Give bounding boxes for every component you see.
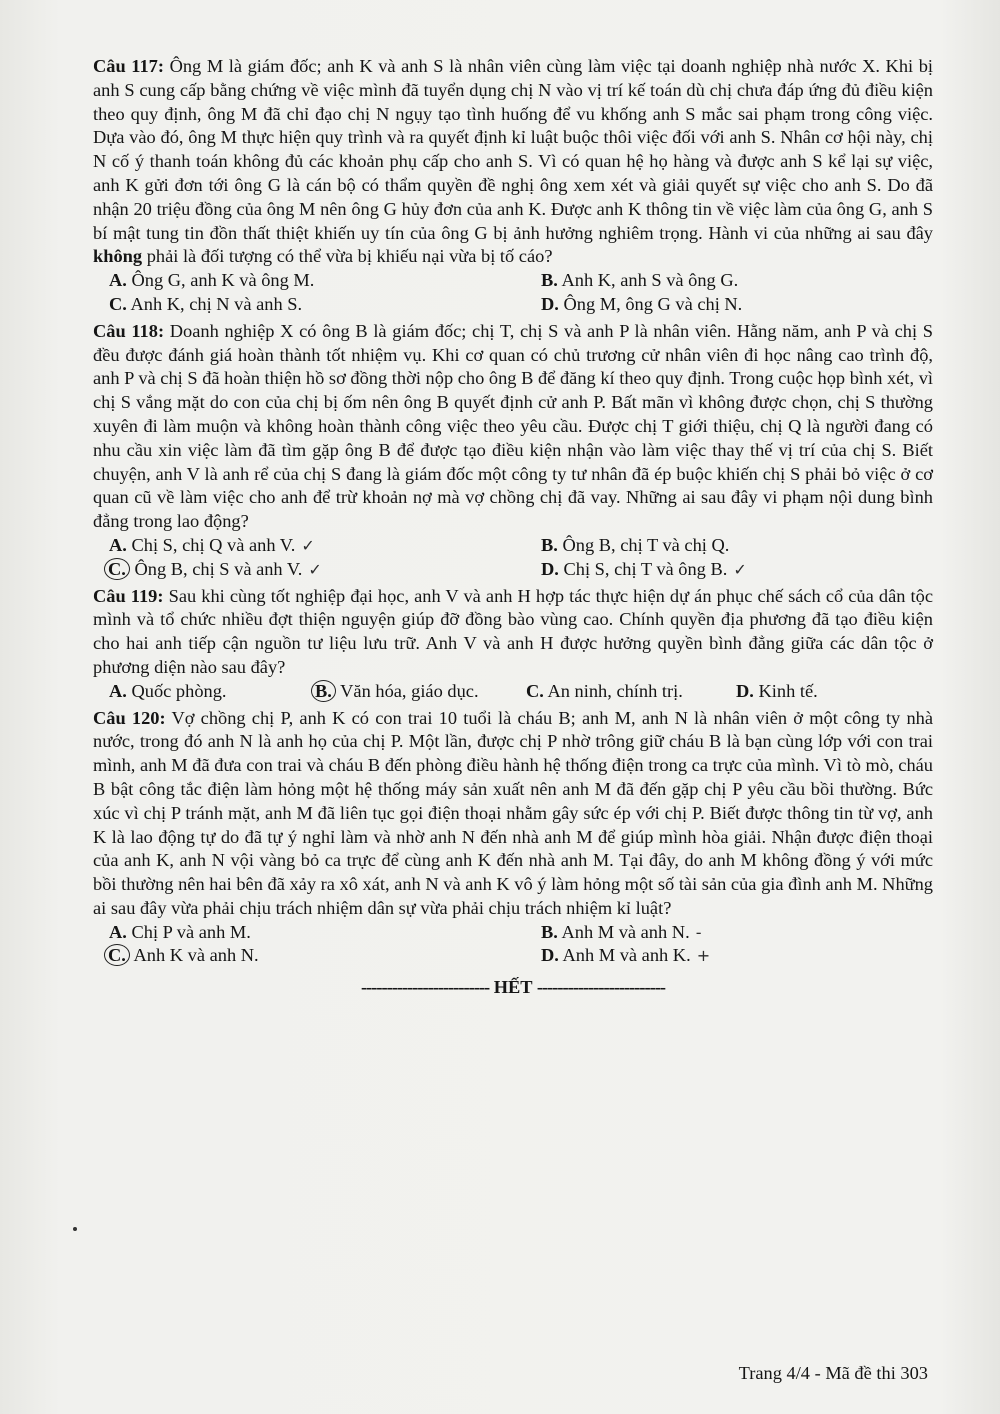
option-c-circled xyxy=(109,558,541,582)
question-119 xyxy=(93,585,933,680)
option-key: B. xyxy=(311,680,336,702)
end-dashes-right: ------------------------- xyxy=(536,977,665,998)
option-key: C. xyxy=(526,680,544,701)
option-a xyxy=(109,534,541,558)
option-text: Chị S, chị T và ông B. xyxy=(563,558,728,579)
handwritten-mark: - xyxy=(695,922,702,942)
question-stem: Ông M là giám đốc; anh K và anh S là nhân viên cùng làm việc tại doanh nghiệp nhà nước X. Khi bị anh S cung cấp bằng chứng về việc mình đã tuyển dụng chị N vào vị trí kế toán dù chị chưa đáp ứng đủ điều kiện theo quy định, ông M đã chỉ đạo chị N ngụy tạo tình huống để vu khống anh S mắc sai phạm trong công việc. Dựa vào đó, ông M thực hiện quy trình và ra quyết định kỉ luật buộc thôi việc đối với anh S. Nhân cơ hội này, chị N cố ý thanh toán không đủ các khoản phụ cấp cho anh S. Vì có quan hệ họ hàng và được anh S kể lại sự việc, anh K gửi đơn tới ông G là cán bộ có thẩm quyền đề nghị ông xem xét và giải quyết sự việc cho anh S. Do đã nhận 20 triệu đồng của ông M nên ông G hủy đơn của anh K. Được anh K thông tin về việc làm của ông G, anh S bí mật tung tin đồn thất thiệt khiến uy tín của ông G bị ảnh hưởng nghiêm trọng. Hành vi của những ai sau đây xyxy=(93,56,934,243)
option-text: Anh M và anh K. xyxy=(562,945,691,966)
question-stem: Vợ chồng chị P, anh K có con trai 10 tuổi là cháu B; anh M, anh N là nhân viên ở một công ty nhà nước, trong đó anh N là anh họ của chị P. Một lần, được chị P nhờ trông giữ cháu B là bạn cùng lớp với con trai mình, anh M đã đưa con trai và cháu B đến phòng điều hành hệ thống điện trong ca trực của mình. Vì tò mò, cháu B bật công tắc điện làm hỏng một hệ thống máy sản xuất nên anh M đã đến gặp chị P yêu cầu bồi thường. Bức xúc vì chị P tránh mặt, anh M đã liên tục gọi điện thoại nhằm gây sức ép với chị P. Biết được thông tin từ vợ, anh K là lao động tự do đã tự ý nghỉ làm và nhờ anh N đến nhà anh M để giúp mình hòa giải. Nhận được điện thoại của anh K, anh N vội vàng bỏ ca trực để cùng anh K đến nhà anh M. Tại đây, do anh M không đồng ý với mức bồi thường nên hai bên đã xảy ra xô xát, anh N và anh K vô ý làm hỏng một số tài sản của gia đình anh M. Những ai sau đây vừa phải chịu trách nhiệm dân sự vừa phải chịu trách nhiệm kỉ luật? xyxy=(93,707,933,918)
option-text: Anh K và anh N. xyxy=(133,945,259,966)
option-a xyxy=(109,921,541,945)
option-key: A. xyxy=(109,270,127,291)
option-key: A. xyxy=(109,921,127,942)
option-key: D. xyxy=(541,558,559,579)
question-label: Câu 120: xyxy=(93,707,166,728)
option-text: Ông B, chị S và anh V. xyxy=(134,558,303,579)
end-marker xyxy=(93,976,933,1000)
option-text: An ninh, chính trị. xyxy=(547,680,683,701)
option-text: Kinh tế. xyxy=(758,680,818,701)
question-117 xyxy=(93,55,933,269)
question-label: Câu 118: xyxy=(93,320,165,341)
option-a xyxy=(109,269,541,293)
option-c xyxy=(526,680,736,704)
option-d xyxy=(541,558,949,582)
question-label: Câu 119: xyxy=(93,585,164,606)
option-text: Anh M và anh N. xyxy=(561,921,690,942)
handwritten-check-mark: ✓ xyxy=(308,559,322,579)
question-120 xyxy=(93,707,933,921)
option-text: Anh K, anh S và ông G. xyxy=(561,270,739,291)
option-c-circled xyxy=(109,944,541,968)
option-key: B. xyxy=(541,534,558,555)
question-label: Câu 117: xyxy=(93,56,164,76)
option-d xyxy=(736,680,926,704)
question-stem-end: phải là đối tượng có thể vừa bị khiếu nại vừa bị tố cáo? xyxy=(146,246,553,267)
handwritten-check-mark: ✓ xyxy=(733,559,747,579)
option-a xyxy=(109,680,316,704)
option-key: B. xyxy=(541,270,558,291)
option-key: C. xyxy=(104,558,130,580)
options-119 xyxy=(109,680,933,704)
option-text: Văn hóa, giáo dục. xyxy=(340,680,479,701)
questions-section xyxy=(93,55,933,1000)
end-text: HẾT xyxy=(493,977,533,998)
option-d xyxy=(541,293,949,317)
option-b-circled xyxy=(316,680,526,704)
option-d xyxy=(541,944,949,968)
option-key: D. xyxy=(541,945,559,966)
question-118 xyxy=(93,320,933,534)
option-b xyxy=(541,269,949,293)
option-text: Ông B, chị T và chị Q. xyxy=(562,534,730,555)
option-key: D. xyxy=(736,680,754,701)
option-text: Ông M, ông G và chị N. xyxy=(563,293,743,314)
options-120 xyxy=(109,921,933,969)
option-key: C. xyxy=(109,293,127,314)
option-text: Chị S, chị Q và anh V. xyxy=(131,534,296,555)
option-text: Quốc phòng. xyxy=(131,680,227,701)
option-b xyxy=(541,921,949,945)
option-key: C. xyxy=(104,944,130,966)
question-stem-emphasis: không xyxy=(93,246,143,267)
handwritten-check-mark: ✓ xyxy=(301,535,315,555)
option-key: D. xyxy=(541,293,559,314)
question-stem: Sau khi cùng tốt nghiệp đại học, anh V và anh H hợp tác thực hiện dự án phục chế sách cổ của dân tộc mình và tổ chức nhiều đợt thiện nguyện giúp đỡ đồng bào vùng cao. Chính quyền địa phương đã tạo điều kiện cho hai anh tiếp cận nguồn tư liệu lưu trữ. Anh V và anh H được hưởng quyền bình đẳng giữa các dân tộc ở phương diện nào sau đây? xyxy=(93,585,933,677)
question-stem: Doanh nghiệp X có ông B là giám đốc; chị T, chị S và anh P là nhân viên. Hằng năm, anh P và chị S đều được đánh giá hoàn thành tốt nhiệm vụ. Khi cơ quan có chủ trương cử nhân viên đi học nâng cao trình độ, anh P và chị S đã hoàn thiện hồ sơ đồng thời nộp cho ông B để đăng kí theo quy định. Trong cuộc họp bình xét, vì chị S vắng mặt do con của chị bị ốm nên ông B quyết định cử anh P. Bất mãn vì không được chọn, chị S thường xuyên đi làm muộn và không hoàn thành công việc theo yêu cầu. Được chị T giới thiệu, chị Q là người đang có nhu cầu xin việc làm đã tìm gặp ông B để được tạo điều kiện nhận vào làm việc thay thế vị trí của chị S. Biết chuyện, anh V là anh rể của chị S đang là giám đốc một công ty tư nhân đã ép buộc khiến chị S phải bỏ việc ở cơ quan cũ về làm việc cho anh để trừ khoản nợ mà vợ chồng chị đã vay. Những ai sau đây vi phạm nội dung bình đẳng trong lao động? xyxy=(93,320,933,532)
option-text: Anh K, chị N và anh S. xyxy=(130,293,303,314)
end-dashes-left: ------------------------- xyxy=(361,977,490,998)
option-text: Chị P và anh M. xyxy=(131,921,251,942)
handwritten-mark: + xyxy=(696,946,711,966)
option-key: A. xyxy=(109,534,127,555)
speck-mark xyxy=(73,1227,77,1231)
option-c xyxy=(109,293,541,317)
options-118 xyxy=(109,534,933,582)
option-key: B. xyxy=(541,921,558,942)
option-b xyxy=(541,534,949,558)
options-117 xyxy=(109,269,933,317)
page-footer: Trang 4/4 - Mã đề thi 303 xyxy=(738,1363,928,1383)
option-text: Ông G, anh K và ông M. xyxy=(131,270,315,291)
option-key: A. xyxy=(109,680,127,701)
